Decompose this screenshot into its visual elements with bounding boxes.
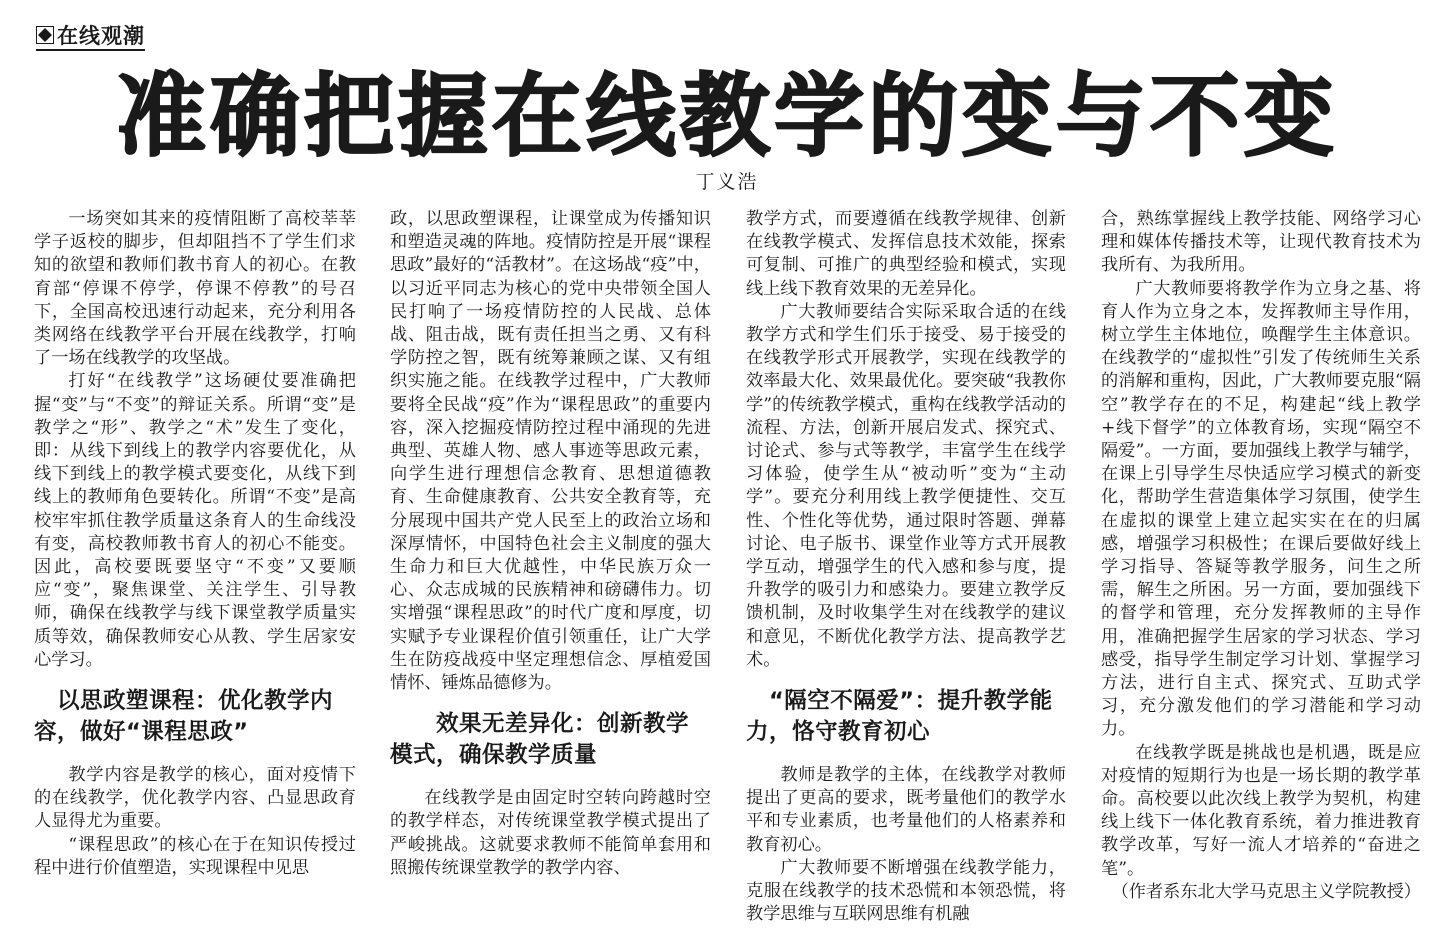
article-paragraph: 政，以思政塑课程，让课堂成为传播知识和塑造灵魂的阵地。疫情防控是开展“课程思政”最好的“活教材”。在这场战“疫”中，以习近平同志为核心的党中央带领全国人民打响了一场疫情防控的人民战、总体战、阻击战，既有责任担当之勇、又有科学防控之智，既有统筹兼顾之谋、又有组织实施之能。在线教学过程中，广大教师要将全民战“疫”作为“课程思政”的重要内容，深入挖掘疫情防控过程中涌现的先进典型、英雄人物、感人事迹等思政元素，向学生进行理想信念教育、思想道德教育、生命健康教育、公共安全教育等，充分展现中国共产党人民至上的政治立场和深厚情怀，中国特色社会主义制度的强大生命力和巨大优越性，中华民族万众一心、众志成城的民族精神和磅礴伟力。切实增强“课程思政”的时代广度和厚度，切实赋予专业课程价值引领重任，让广大学生在防疫战疫中坚定理想信念、厚植爱国情怀、锤炼品德修为。 [390, 209, 711, 694]
article-paragraph: 教学方式，而要遵循在线教学规律、创新在线教学模式、发挥信息技术效能，探索可复制、可推广的典型经验和模式，实现线上线下教育效果的无差异化。 [746, 209, 1066, 299]
article-column-4 [1101, 208, 1421, 928]
article-paragraph: 广大教师要将教学作为立身之基、将育人作为立身之本，发挥教师主导作用，树立学生主体地位，唤醒学生主体意识。在线教学的“虚拟性”引发了传统师生关系的消解和重构，因此，广大教师要克服“隔空”教学存在的不足，构建起“线上教学+线下督学”的立体教育场，实现“隔空不隔爱”。一方面，要加强线上教学与辅学，在课上引导学生尽快适应学习模式的新变化，帮助学生营造集体学习氛围，使学生在虚拟的课堂上建立起实实在在的归属感，增强学习积极性；在课后要做好线上学习指导、答疑等教学服务，问生之所需，解生之所困。另一方面，要加强线下的督学和管理，充分发挥教师的主导作用，准确把握学生居家的学习状态、学习感受，指导学生制定学习计划、掌握学习方法，进行自主式、探究式、互助式学习，充分激发他们的学习潜能和学习动力。 [1101, 278, 1421, 740]
article-paragraph: 广大教师要结合实际采取合适的在线教学方式和学生们乐于接受、易于接受的在线教学形式开展教学，实现在线教学的效率最大化、效果最优化。要突破“我教你学”的传统教学模式，重构在线教学活动的流程、方法，创新开展启发式、探究式、讨论式、参与式等教学，丰富学生在线学习体验，使学生从“被动听”变为“主动学”。要充分利用线上教学便捷性、交互性、个性化等优势，通过限时答题、弹幕讨论、电子版书、课堂作业等方式开展教学互动，增强学生的代入感和参与度，提升教学的吸引力和感染力。要建立教学反馈机制，及时收集学生对在线教学的建议和意见，不断优化教学方法、提高教学艺术。 [746, 301, 1066, 670]
article-paragraph: 在线教学既是挑战也是机遇，既是应对疫情的短期行为也是一场长期的教学革命。高校要以此次线上教学为契机，构建线上线下一体化教育系统，着力推进教育教学改革，写好一流人才培养的“奋进之笔”。 [1101, 742, 1421, 879]
section-heading: 效果无差异化：创新教学模式，确保教学质量 [390, 711, 690, 769]
article-paragraph: 一场突如其来的疫情阻断了高校莘莘学子返校的脚步，但却阻挡不了学生们求知的欲望和教师们教书育人的初心。在教育部“停课不停学，停课不停教”的号召下，全国高校迅速行动起来，充分利用各类网络在线教学平台开展在线教学，打响了一场在线教学的攻坚战。 [34, 209, 356, 369]
article-column-2 [390, 208, 711, 928]
section-heading: 以思政塑课程：优化教学内容，做好“课程思政” [34, 688, 334, 746]
article-paragraph: 合，熟练掌握线上教学技能、网络学习心理和媒体传播技术等，让现代教育技术为我所有、为我所用。 [1101, 209, 1421, 276]
article-paragraph: 在线教学是由固定时空转向跨越时空的教学样态，对传统课堂教学模式提出了严峻挑战。这就要求教师不能简单套用和照搬传统课堂教学的教学内容、 [390, 788, 711, 878]
headline: 准确把握在线教学的变与不变 [116, 64, 1338, 169]
article-column-1 [34, 208, 356, 928]
article-paragraph: 打好“在线教学”这场硬仗要准确把握“变”与“不变”的辩证关系。所谓“变”是教学之“形”、教学之“术”发生了变化，即：从线下到线上的教学内容要优化，从线下到线上的教学模式要变化，从线下到线上的教师角色要转化。所谓“不变”是高校牢牢抓住教学质量这条育人的生命线没有变，高校教师教书育人的初心不能变。因此，高校要既要坚守“不变”又要顺应“变”，聚焦课堂、关注学生、引导教师，确保在线教学与线下课堂教学质量实质等效，确保教师安心从教、学生居家安心学习。 [34, 371, 356, 670]
column-label [36, 22, 145, 51]
article-paragraph: 广大教师要不断增强在线教学能力，克服在线教学的技术恐慌和本领恐慌，将教学思维与互联网思维有机融 [746, 857, 1066, 925]
article-paragraph: 教师是教学的主体，在线教学对教师提出了更高的要求，既考量他们的教学水平和专业素质，也考量他们的人格素养和教育初心。 [746, 765, 1066, 855]
article-column-3 [746, 208, 1066, 928]
diamond-icon [36, 26, 54, 44]
author-credit: （作者系东北大学马克思主义学院教授） [1111, 881, 1421, 902]
section-heading: “隔空不隔爱”：提升教学能力，恪守教育初心 [746, 688, 1053, 746]
article-paragraph: 教学内容是教学的核心，面对疫情下的在线教学，优化教学内容、凸显思政育人显得尤为重要。 [34, 765, 356, 832]
byline: 丁义浩 [695, 171, 759, 193]
article-paragraph: “课程思政”的核心在于在知识传授过程中进行价值塑造，实现课程中见思 [34, 834, 356, 878]
column-label-text: 在线观潮 [57, 24, 145, 48]
